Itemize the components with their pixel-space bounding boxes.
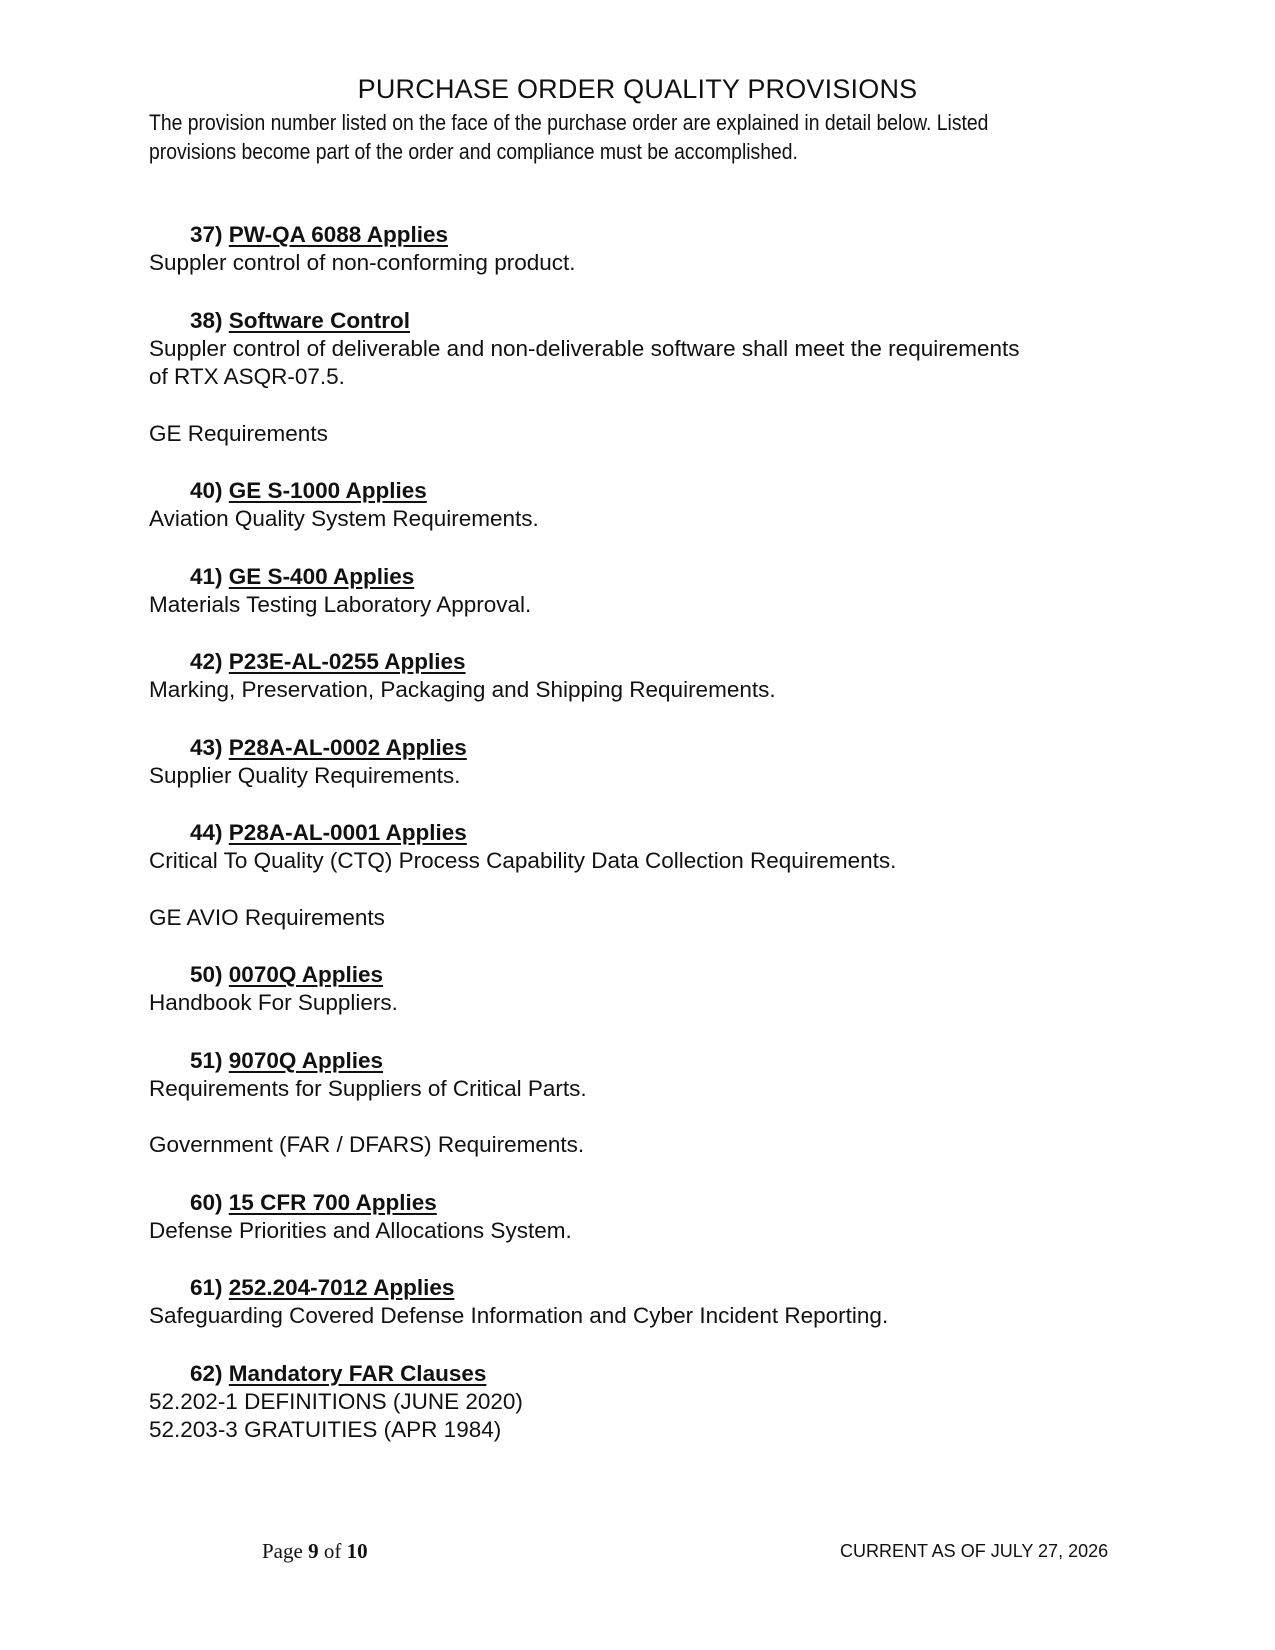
spacer: [149, 278, 1149, 306]
provision-description: Handbook For Suppliers.: [149, 990, 398, 1015]
provision-title: 9070Q Applies: [228, 1047, 384, 1073]
provision-number: 61): [190, 1275, 223, 1300]
spacer: [149, 705, 1149, 733]
provision-number: 40): [190, 478, 223, 503]
spacer: [149, 534, 1149, 562]
provision-number: 60): [190, 1189, 223, 1215]
provision-item: [149, 220, 1149, 278]
provision-description: of RTX ASQR-07.5.: [149, 364, 345, 389]
page-title: PURCHASE ORDER QUALITY PROVISIONS: [357, 74, 918, 104]
provision-description: Safeguarding Covered Defense Information and Cyber Incident Reporting.: [149, 1303, 889, 1328]
page-number: [262, 1539, 368, 1564]
spacer: [149, 392, 1149, 420]
provision-title: PW-QA 6088 Applies: [228, 222, 448, 247]
intro-line: provisions become part of the order and compliance must be accomplished.: [149, 139, 798, 164]
provision-item: [149, 476, 1149, 534]
provision-heading: [190, 960, 1149, 989]
provision-heading: [190, 476, 1149, 505]
provision-item: [149, 1359, 1149, 1445]
provision-title: P28A-AL-0002 Applies: [228, 734, 467, 760]
spacer: [149, 1018, 1149, 1046]
spacer: [149, 932, 1149, 960]
provision-heading: [190, 733, 1149, 762]
provision-item: [149, 562, 1149, 620]
provision-item: [149, 733, 1149, 791]
spacer: [149, 790, 1149, 818]
spacer: [149, 619, 1149, 647]
spacer: [149, 1103, 1149, 1131]
provision-item: [149, 1046, 1149, 1104]
provision-heading: [190, 1046, 1149, 1075]
provision-heading: [190, 220, 1149, 249]
provision-description: Requirements for Suppliers of Critical Parts.: [149, 1075, 587, 1101]
provision-title: 0070Q Applies: [228, 962, 384, 987]
provision-number: 62): [190, 1360, 223, 1386]
provision-title: Software Control: [228, 307, 411, 333]
provision-heading: [190, 818, 1149, 847]
page-word: Page: [262, 1539, 303, 1563]
provision-description: Supplier Quality Requirements.: [149, 762, 461, 788]
spacer: [149, 876, 1149, 904]
provision-number: 51): [190, 1047, 223, 1073]
provision-description: Materials Testing Laboratory Approval.: [149, 591, 532, 617]
provision-description: Marking, Preservation, Packaging and Shipping Requirements.: [149, 677, 776, 702]
provision-number: 37): [190, 222, 223, 247]
section-heading: GE Requirements: [149, 420, 328, 446]
section-heading: GE AVIO Requirements: [149, 904, 385, 930]
provisions-list: [149, 220, 1149, 1445]
provision-description: Defense Priorities and Allocations System.: [149, 1217, 572, 1243]
provision-item: [149, 818, 1149, 876]
provision-item: [149, 306, 1149, 392]
provision-heading: [190, 1273, 1149, 1302]
provision-item: [149, 1273, 1149, 1331]
provision-title: P28A-AL-0001 Applies: [228, 820, 467, 845]
intro-line: The provision number listed on the face of the purchase order are explained in detail below. Listed: [149, 110, 989, 135]
provision-number: 44): [190, 820, 223, 845]
page-total: 10: [346, 1539, 368, 1563]
provision-number: 41): [190, 563, 223, 589]
provision-heading: [190, 1188, 1149, 1217]
of-word: of: [323, 1539, 342, 1563]
provision-heading: [190, 562, 1149, 591]
provision-title: GE S-400 Applies: [228, 563, 415, 589]
provision-description: Critical To Quality (CTQ) Process Capability Data Collection Requirements.: [149, 848, 897, 873]
spacer: [149, 1245, 1149, 1273]
provision-number: 50): [190, 962, 223, 987]
provision-title: P23E-AL-0255 Applies: [228, 649, 466, 674]
spacer: [149, 1331, 1149, 1359]
provision-item: [149, 647, 1149, 705]
intro-paragraph: [149, 108, 1029, 166]
provision-title: 252.204-7012 Applies: [228, 1275, 455, 1300]
provision-number: 43): [190, 734, 223, 760]
section-heading: Government (FAR / DFARS) Requirements.: [149, 1132, 585, 1157]
provision-item: [149, 960, 1149, 1018]
provision-heading: [190, 647, 1149, 676]
provision-description: 52.202-1 DEFINITIONS (JUNE 2020): [149, 1388, 523, 1414]
provision-heading: [190, 306, 1149, 335]
spacer: [149, 448, 1149, 476]
provision-heading: [190, 1359, 1149, 1388]
provision-description: Suppler control of non-conforming product.: [149, 250, 576, 275]
provision-title: GE S-1000 Applies: [228, 478, 427, 503]
page-current: 9: [308, 1539, 319, 1563]
provision-item: [149, 1188, 1149, 1246]
provision-number: 42): [190, 649, 223, 674]
spacer: [149, 1160, 1149, 1188]
provision-description: Suppler control of deliverable and non-deliverable software shall meet the requirements: [149, 335, 1020, 361]
provision-description: Aviation Quality System Requirements.: [149, 506, 539, 531]
provision-title: 15 CFR 700 Applies: [228, 1189, 437, 1215]
revision-date: CURRENT AS OF JULY 27, 2026: [840, 1541, 1109, 1561]
provision-description: 52.203-3 GRATUITIES (APR 1984): [149, 1417, 502, 1442]
provision-number: 38): [190, 307, 223, 333]
provision-title: Mandatory FAR Clauses: [228, 1360, 487, 1386]
